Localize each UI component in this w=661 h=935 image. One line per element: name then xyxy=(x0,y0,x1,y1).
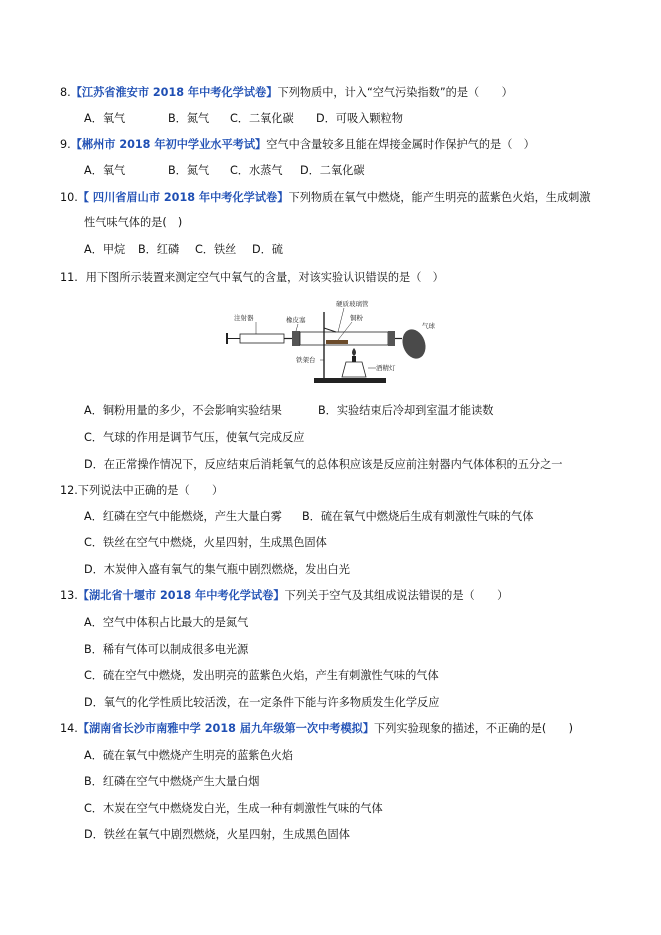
option-b: B．硫在氧气中燃烧后生成有刺激性气味的气体 xyxy=(302,510,534,523)
option-a: A．甲烷 xyxy=(84,243,126,256)
option-a: A．氧气 xyxy=(84,164,126,177)
question-13 xyxy=(60,588,508,604)
question-11 xyxy=(60,270,444,286)
question-text: 下列物质中，计入“空气污染指数”的是（ ） xyxy=(277,86,513,99)
rubber-stopper-left xyxy=(292,331,300,346)
question-source: 【江苏省淮安市 2018 年中考化学试卷】 xyxy=(70,86,278,99)
option-c: C．气球的作用是调节气压，使氧气完成反应 xyxy=(84,431,305,444)
question-number: 10. xyxy=(60,191,78,204)
option-d: D．在正常操作情况下，反应结束后消耗氧气的总体积应该是反应前注射器内气体体积的五分之一 xyxy=(84,458,563,471)
option-d: D．二氧化碳 xyxy=(300,164,365,177)
question-12 xyxy=(60,483,223,499)
question-text: 下列实验现象的描述，不正确的是( ) xyxy=(374,722,573,735)
question-text: 下列说法中正确的是（ ） xyxy=(77,484,224,497)
option-c: C．硫在空气中燃烧，发出明亮的蓝紫色火焰，产生有刺激性气味的气体 xyxy=(84,669,439,682)
label-balloon xyxy=(422,321,436,330)
option-a: A．硫在氧气中燃烧产生明亮的蓝紫色火焰 xyxy=(84,749,294,762)
option-c: C．二氧化碳 xyxy=(230,112,294,125)
question-source: 【湖南省长沙市南雅中学 2018 届九年级第一次中考模拟】 xyxy=(77,722,375,735)
option-b: B．红磷 xyxy=(138,243,180,256)
option-b: B．实验结束后冷却到室温才能读数 xyxy=(318,404,494,417)
question-number: 9. xyxy=(60,138,71,151)
question-8 xyxy=(60,85,513,101)
option-a: A．氧气 xyxy=(84,112,126,125)
option-b: B．红磷在空气中燃烧产生大量白烟 xyxy=(84,775,260,788)
option-b: B．氮气 xyxy=(168,112,210,125)
flame xyxy=(352,348,356,356)
option-b: B．稀有气体可以制成很多电光源 xyxy=(84,643,249,656)
question-text: 用下图所示装置来测定空气中氧气的含量，对该实验认识错误的是（ ） xyxy=(85,271,444,284)
option-c: C．木炭在空气中燃烧发白光，生成一种有刺激性气味的气体 xyxy=(84,802,383,815)
question-14 xyxy=(60,721,573,737)
question-text: 下列关于空气及其组成说法错误的是（ ） xyxy=(284,589,509,602)
question-text: 空气中含量较多且能在焊接金属时作保护气的是（ ） xyxy=(266,138,535,151)
label-stopper: 橡皮塞 xyxy=(286,316,306,324)
syringe-plunger-head xyxy=(226,333,228,344)
question-number: 8. xyxy=(60,86,71,99)
question-source: 【湖北省十堰市 2018 年中考化学试卷】 xyxy=(77,589,285,602)
question-10-continued: 性气味气体的是( ) xyxy=(84,216,183,229)
label-iron-stand: 铁架台 xyxy=(296,356,316,364)
alcohol-lamp xyxy=(342,362,366,377)
question-number: 14. xyxy=(60,722,78,735)
label-alcohol-lamp: 酒精灯 xyxy=(376,364,396,372)
option-b: B．氮气 xyxy=(168,164,210,177)
option-d: D．可吸入颗粒物 xyxy=(316,112,403,125)
question-text: 下列物质在氧气中燃烧，能产生明亮的蓝紫色火焰，生成刺激 xyxy=(288,191,591,204)
label-copper: 铜粉 xyxy=(350,314,363,322)
label-glass-tube: 硬质玻璃管 xyxy=(336,300,369,308)
option-c: C．铁丝 xyxy=(195,243,237,256)
label-syringe: 注射器 xyxy=(234,314,254,322)
option-a: A．空气中体积占比最大的是氮气 xyxy=(84,616,249,629)
apparatus-diagram xyxy=(226,298,436,388)
option-d: D．木炭伸入盛有氧气的集气瓶中剧烈燃烧，发出白光 xyxy=(84,563,350,576)
label-balloon-text: 气球 xyxy=(422,322,435,330)
balloon xyxy=(399,326,430,362)
question-9 xyxy=(60,137,535,153)
option-a: A．铜粉用量的多少，不会影响实验结果 xyxy=(84,404,282,417)
question-number: 12. xyxy=(60,484,78,497)
option-a: A．红磷在空气中能燃烧，产生大量白雾 xyxy=(84,510,282,523)
question-10 xyxy=(60,190,591,206)
option-d: D．氧气的化学性质比较活泼，在一定条件下能与许多物质发生化学反应 xyxy=(84,696,440,709)
question-source: 【 四川省眉山市 2018 年中考化学试卷】 xyxy=(77,191,289,204)
syringe-barrel xyxy=(240,334,284,343)
rubber-stopper-right xyxy=(388,331,395,346)
iron-stand-base xyxy=(314,378,386,383)
copper-powder xyxy=(326,340,348,344)
option-c: C．水蒸气 xyxy=(230,164,283,177)
option-c: C．铁丝在空气中燃烧，火星四射，生成黑色固体 xyxy=(84,536,327,549)
option-d: D．铁丝在氧气中剧烈燃烧，火星四射，生成黑色固体 xyxy=(84,828,350,841)
option-d: D．硫 xyxy=(252,243,283,256)
question-number: 11. xyxy=(60,271,78,284)
question-source: 【郴州市 2018 年初中学业水平考试】 xyxy=(70,138,267,151)
question-number: 13. xyxy=(60,589,78,602)
